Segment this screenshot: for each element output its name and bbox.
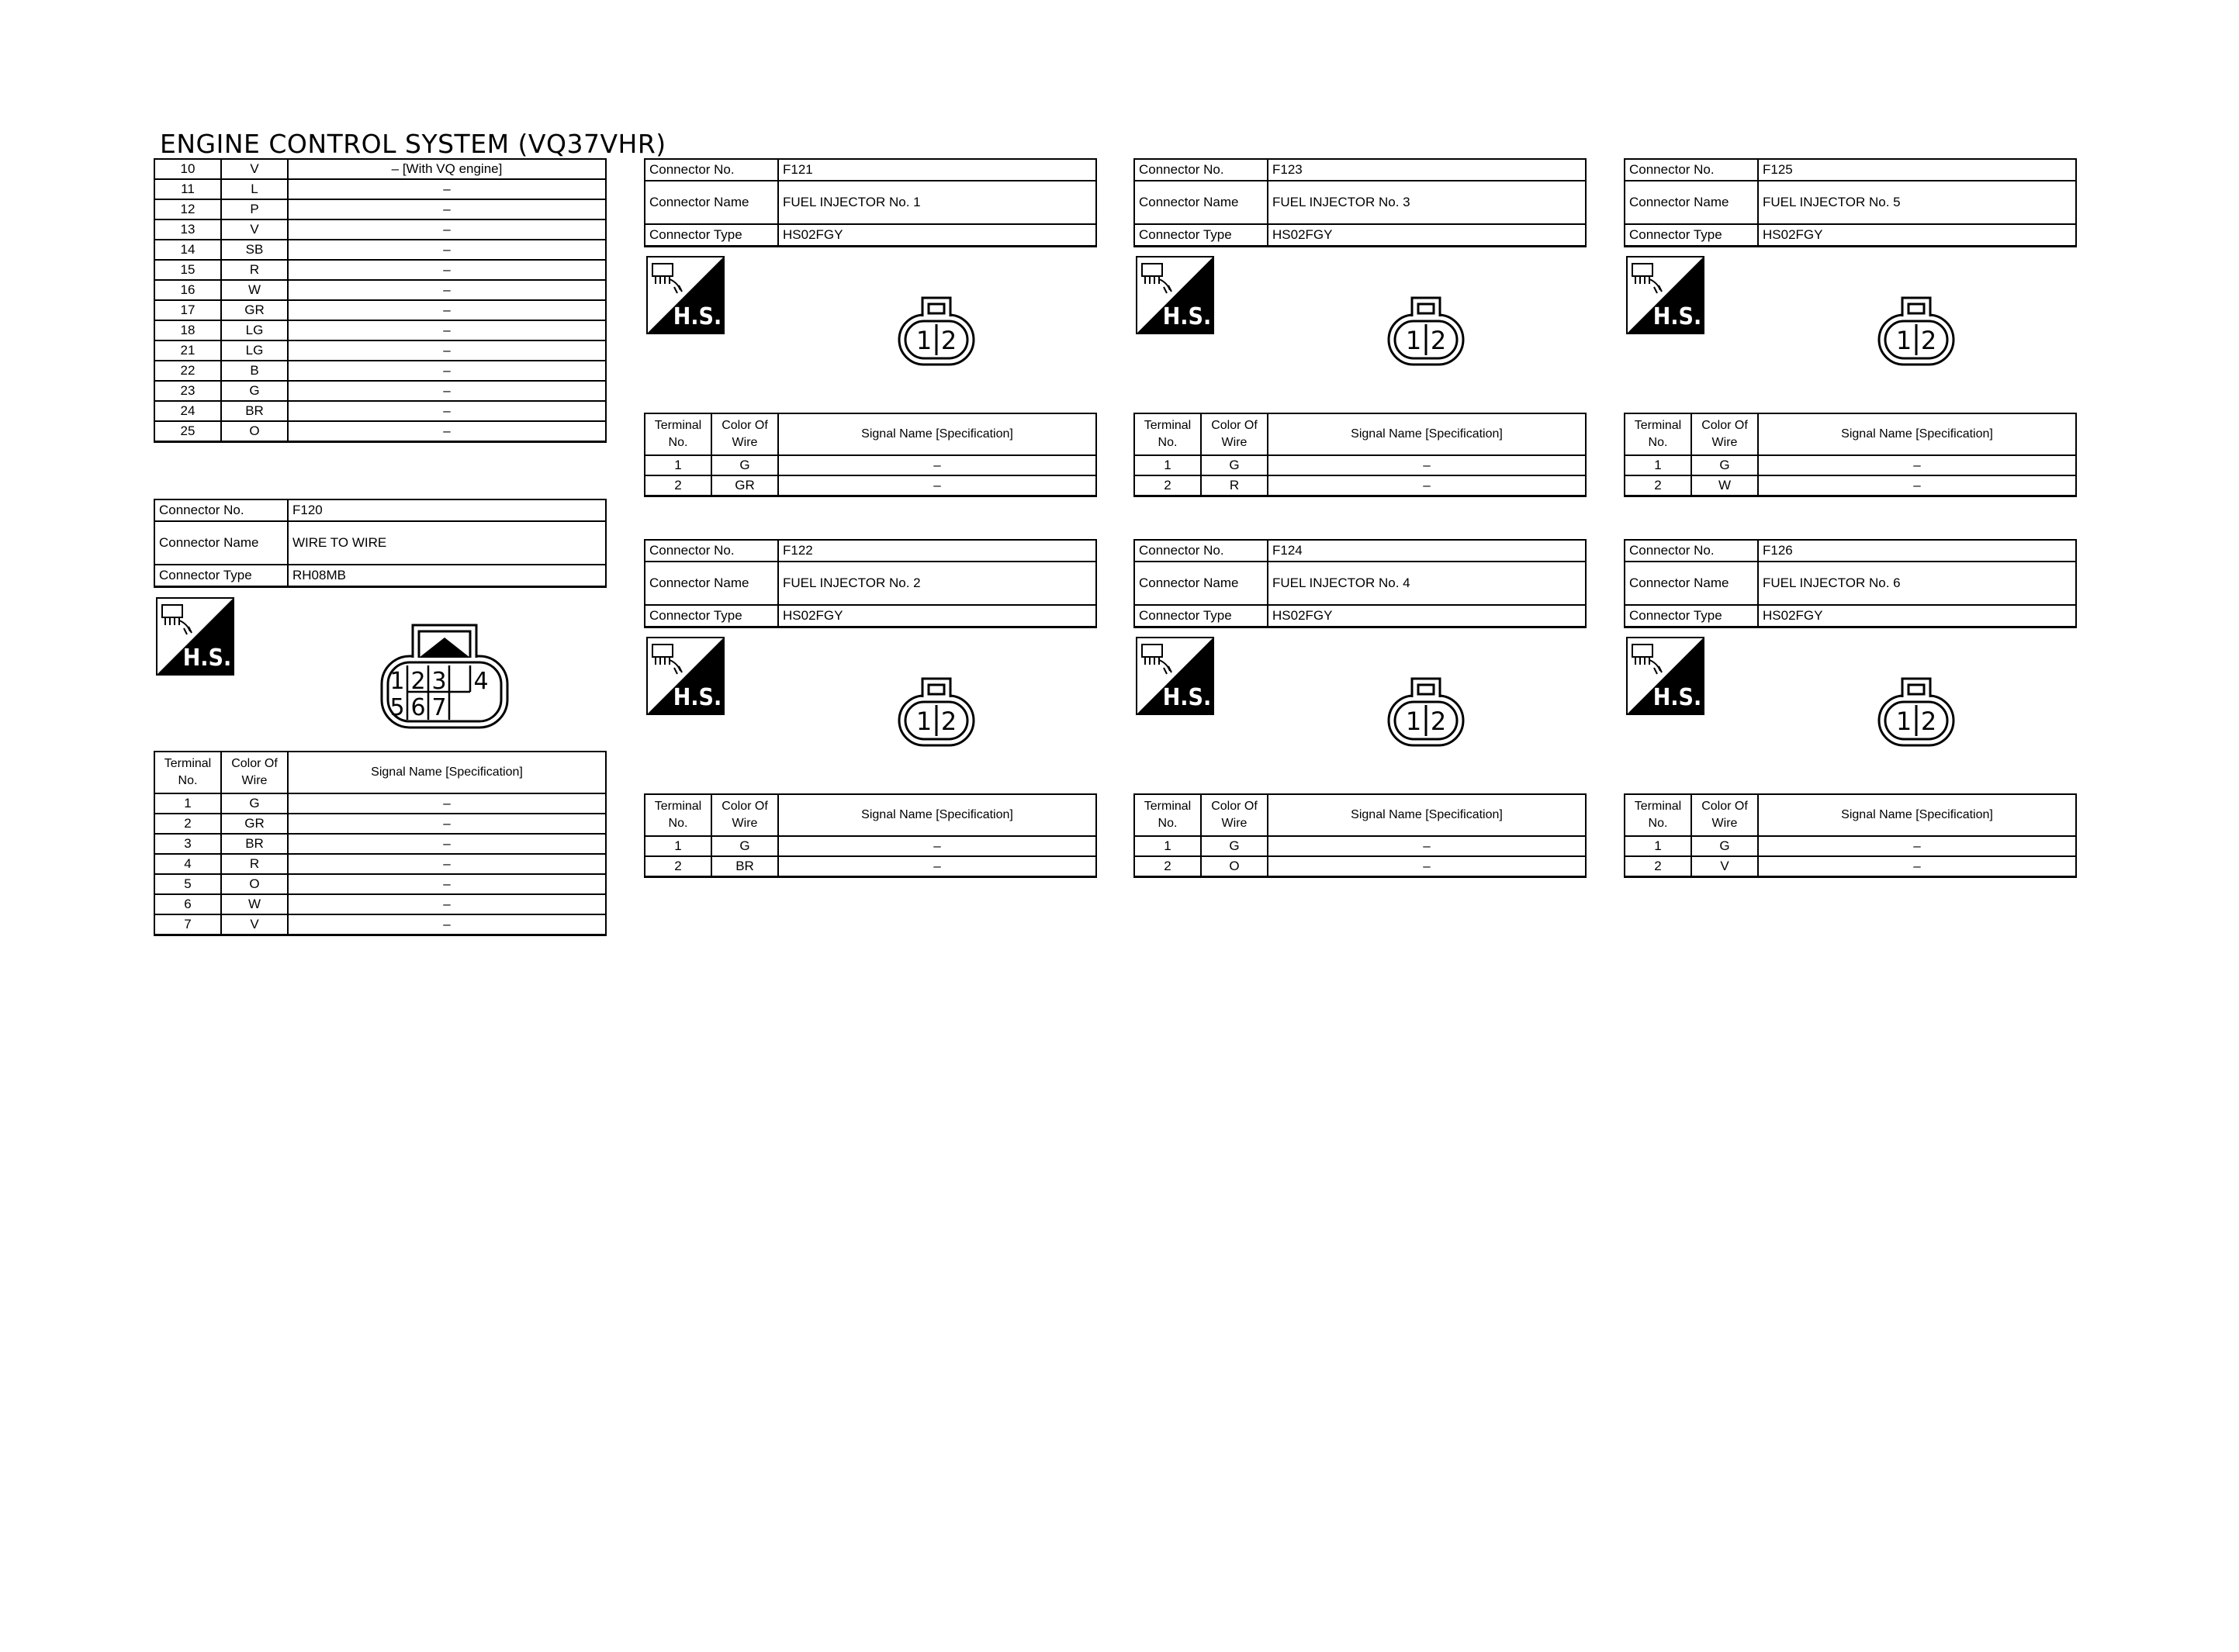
- terminal-no-cell: 2: [645, 856, 711, 877]
- connector-diagram: [1386, 674, 1466, 752]
- wire-color-cell: G: [1201, 836, 1268, 856]
- connector-face-diagram: [896, 674, 977, 748]
- signal-name-header: Signal Name [Specification]: [1268, 413, 1586, 455]
- terminal-table: [1624, 413, 2077, 497]
- terminal-table-header: [154, 752, 606, 793]
- wire-color-cell: G: [221, 793, 288, 814]
- connector-name-label: Connector Name: [154, 521, 288, 565]
- wire-color-cell: B: [221, 361, 288, 381]
- pin-label: 1: [1895, 707, 1912, 736]
- connector-diagram: [379, 622, 510, 734]
- table-row: [154, 240, 606, 260]
- signal-name-cell: –: [1268, 856, 1586, 877]
- terminal-no-cell: 21: [154, 340, 221, 361]
- harness-side-icon: [1136, 637, 1214, 715]
- wire-color-cell: GR: [221, 814, 288, 834]
- harness-side-icon: [646, 637, 725, 715]
- connector-type-label: Connector Type: [1134, 605, 1268, 627]
- table-row: [645, 856, 1096, 877]
- signal-name-cell: –: [778, 836, 1096, 856]
- terminal-no-cell: 12: [154, 199, 221, 219]
- signal-name-cell: –: [288, 834, 606, 854]
- table-row: [154, 361, 606, 381]
- wire-color-cell: BR: [221, 401, 288, 421]
- connector-diagram: [896, 293, 977, 372]
- harness-side-indicator: [1136, 256, 1214, 334]
- signal-name-cell: –: [288, 814, 606, 834]
- terminal-no-cell: 2: [1134, 856, 1201, 877]
- signal-name-cell: –: [1268, 836, 1586, 856]
- hs-badge-text: H.S.: [1652, 684, 1702, 711]
- signal-name-cell: –: [288, 914, 606, 935]
- table-row: [154, 320, 606, 340]
- hs-badge-text: H.S.: [673, 684, 722, 711]
- wire-color-cell: O: [221, 421, 288, 442]
- table-row: [645, 836, 1096, 856]
- pin-label: 1: [1895, 326, 1912, 355]
- connector-type-value: HS02FGY: [778, 224, 1096, 247]
- pin-label: 1: [915, 707, 933, 736]
- wire-color-cell: V: [1691, 856, 1758, 877]
- connector-type-label: Connector Type: [1625, 605, 1758, 627]
- signal-name-cell: –: [1758, 856, 2076, 877]
- connector-type-value: HS02FGY: [778, 605, 1096, 627]
- terminal-no-header: Terminal No.: [154, 752, 221, 793]
- color-of-wire-header: Color Of Wire: [1691, 794, 1758, 836]
- connector-info-table: [154, 499, 607, 588]
- terminal-no-cell: 22: [154, 361, 221, 381]
- connector-type-label: Connector Type: [154, 565, 288, 587]
- wire-color-cell: R: [221, 260, 288, 280]
- signal-name-cell: –: [1268, 475, 1586, 496]
- terminal-no-header: Terminal No.: [1625, 413, 1691, 455]
- table-row: [154, 340, 606, 361]
- table-row: [1134, 455, 1586, 475]
- connector-no-value: F123: [1268, 159, 1586, 181]
- wire-color-cell: SB: [221, 240, 288, 260]
- signal-name-cell: –: [288, 240, 606, 260]
- terminal-no-header: Terminal No.: [645, 794, 711, 836]
- signal-name-cell: –: [288, 401, 606, 421]
- terminal-no-cell: 1: [1134, 836, 1201, 856]
- connector-name-label: Connector Name: [645, 562, 778, 605]
- terminal-no-cell: 23: [154, 381, 221, 401]
- signal-name-cell: –: [288, 219, 606, 240]
- pin-label: 1: [915, 326, 933, 355]
- table-row: [154, 421, 606, 442]
- connector-face-diagram: [896, 293, 977, 368]
- terminal-no-cell: 14: [154, 240, 221, 260]
- signal-name-cell: –: [288, 199, 606, 219]
- connector-no-label: Connector No.: [1625, 159, 1758, 181]
- terminal-table: [644, 413, 1097, 497]
- harness-side-indicator: [156, 597, 234, 676]
- terminal-no-cell: 25: [154, 421, 221, 442]
- wire-color-cell: W: [221, 280, 288, 300]
- connector-diagram: [1876, 293, 1957, 372]
- wire-color-cell: V: [221, 159, 288, 179]
- connector-no-value: F120: [288, 499, 606, 521]
- table-row: [154, 814, 606, 834]
- terminal-no-cell: 7: [154, 914, 221, 935]
- table-row: [1134, 856, 1586, 877]
- table-row: [1134, 836, 1586, 856]
- signal-name-cell: –: [288, 381, 606, 401]
- connector-info-table: [1133, 539, 1587, 628]
- table-row: [1625, 475, 2076, 496]
- wire-color-cell: G: [711, 455, 778, 475]
- connector-type-label: Connector Type: [645, 605, 778, 627]
- page-title: ENGINE CONTROL SYSTEM (VQ37VHR): [160, 129, 666, 159]
- table-row: [1134, 475, 1586, 496]
- connector-diagram: [1876, 674, 1957, 752]
- terminal-table-header: [1625, 794, 2076, 836]
- terminal-no-cell: 16: [154, 280, 221, 300]
- terminal-table: [154, 751, 607, 936]
- hs-badge-text: H.S.: [1162, 684, 1212, 711]
- wire-color-cell: LG: [221, 340, 288, 361]
- connector-name-label: Connector Name: [1625, 562, 1758, 605]
- connector-type-value: HS02FGY: [1758, 224, 2076, 247]
- harness-side-icon: [1626, 256, 1704, 334]
- wire-color-cell: G: [221, 381, 288, 401]
- wire-color-cell: P: [221, 199, 288, 219]
- harness-side-indicator: [1136, 637, 1214, 715]
- connector-no-value: F124: [1268, 540, 1586, 562]
- terminal-no-cell: 18: [154, 320, 221, 340]
- terminal-table: [1133, 413, 1587, 497]
- terminal-no-cell: 1: [154, 793, 221, 814]
- harness-side-indicator: [646, 637, 725, 715]
- table-row: [154, 894, 606, 914]
- table-row: [154, 914, 606, 935]
- signal-name-header: Signal Name [Specification]: [778, 413, 1096, 455]
- signal-name-cell: –: [288, 361, 606, 381]
- color-of-wire-header: Color Of Wire: [221, 752, 288, 793]
- harness-side-icon: [1626, 637, 1704, 715]
- connector-name-value: FUEL INJECTOR No. 3: [1268, 181, 1586, 224]
- wire-color-cell: G: [711, 836, 778, 856]
- connector-no-label: Connector No.: [154, 499, 288, 521]
- connector-type-value: RH08MB: [288, 565, 606, 587]
- connector-name-value: FUEL INJECTOR No. 5: [1758, 181, 2076, 224]
- signal-name-cell: –: [288, 874, 606, 894]
- connector-info-table: [644, 158, 1097, 247]
- signal-name-cell: –: [288, 320, 606, 340]
- connector-no-value: F122: [778, 540, 1096, 562]
- connector-face-diagram: [379, 622, 510, 731]
- connector-type-label: Connector Type: [1625, 224, 1758, 247]
- wire-color-cell: GR: [221, 300, 288, 320]
- table-row: [154, 854, 606, 874]
- table-row: [154, 381, 606, 401]
- connector-no-label: Connector No.: [645, 540, 778, 562]
- signal-name-cell: –: [288, 340, 606, 361]
- wire-color-cell: LG: [221, 320, 288, 340]
- terminal-no-cell: 4: [154, 854, 221, 874]
- pin-label: 7: [431, 694, 447, 721]
- table-row: [154, 179, 606, 199]
- terminal-table-header: [645, 794, 1096, 836]
- terminal-no-cell: 2: [1625, 856, 1691, 877]
- terminal-no-cell: 3: [154, 834, 221, 854]
- connector-info-table: [1624, 539, 2077, 628]
- color-of-wire-header: Color Of Wire: [1201, 794, 1268, 836]
- terminal-no-cell: 13: [154, 219, 221, 240]
- connector-name-value: WIRE TO WIRE: [288, 521, 606, 565]
- connector-face-diagram: [1386, 293, 1466, 368]
- terminal-table: [1624, 793, 2077, 878]
- connector-type-label: Connector Type: [1134, 224, 1268, 247]
- wire-color-cell: G: [1201, 455, 1268, 475]
- connector-diagram: [1386, 293, 1466, 372]
- terminal-table-header: [1134, 413, 1586, 455]
- terminal-table-header: [1134, 794, 1586, 836]
- table-row: [154, 793, 606, 814]
- pin-label: 2: [1430, 326, 1447, 355]
- connector-face-diagram: [1386, 674, 1466, 748]
- wire-color-cell: L: [221, 179, 288, 199]
- table-row: [1625, 856, 2076, 877]
- color-of-wire-header: Color Of Wire: [711, 413, 778, 455]
- wire-color-cell: BR: [711, 856, 778, 877]
- pin-label: 2: [1920, 707, 1937, 736]
- signal-name-cell: –: [778, 455, 1096, 475]
- connector-no-label: Connector No.: [645, 159, 778, 181]
- connector-no-value: F125: [1758, 159, 2076, 181]
- table-row: [645, 475, 1096, 496]
- connector-name-value: FUEL INJECTOR No. 6: [1758, 562, 2076, 605]
- signal-name-header: Signal Name [Specification]: [778, 794, 1096, 836]
- connector-name-label: Connector Name: [645, 181, 778, 224]
- table-row: [154, 280, 606, 300]
- pin-label: 5: [389, 694, 405, 721]
- signal-name-cell: –: [778, 475, 1096, 496]
- terminal-no-cell: 1: [1134, 455, 1201, 475]
- wire-color-cell: R: [221, 854, 288, 874]
- signal-name-cell: –: [1758, 836, 2076, 856]
- hs-badge-text: H.S.: [182, 645, 232, 672]
- signal-name-cell: –: [288, 280, 606, 300]
- color-of-wire-header: Color Of Wire: [1201, 413, 1268, 455]
- harness-side-icon: [1136, 256, 1214, 334]
- wire-color-cell: W: [1691, 475, 1758, 496]
- signal-name-cell: –: [1758, 455, 2076, 475]
- pin-label: 2: [940, 707, 957, 736]
- hs-badge-text: H.S.: [673, 303, 722, 330]
- terminal-no-cell: 1: [1625, 455, 1691, 475]
- signal-name-header: Signal Name [Specification]: [1268, 794, 1586, 836]
- terminal-no-cell: 11: [154, 179, 221, 199]
- terminal-no-cell: 6: [154, 894, 221, 914]
- connector-type-value: HS02FGY: [1758, 605, 2076, 627]
- connector-info-table: [1624, 158, 2077, 247]
- pin-label: 1: [389, 668, 405, 695]
- connector-no-label: Connector No.: [1625, 540, 1758, 562]
- wire-color-cell: G: [1691, 836, 1758, 856]
- table-row: [154, 401, 606, 421]
- terminal-no-cell: 1: [1625, 836, 1691, 856]
- connector-no-value: F121: [778, 159, 1096, 181]
- continued-terminal-table: [154, 158, 607, 443]
- pin-label: 2: [410, 668, 426, 695]
- terminal-no-cell: 2: [154, 814, 221, 834]
- terminal-no-cell: 24: [154, 401, 221, 421]
- terminal-table-header: [645, 413, 1096, 455]
- signal-name-cell: –: [1268, 455, 1586, 475]
- harness-side-indicator: [646, 256, 725, 334]
- signal-name-cell: – [With VQ engine]: [288, 159, 606, 179]
- signal-name-cell: –: [288, 854, 606, 874]
- pin-label: 2: [1920, 326, 1937, 355]
- color-of-wire-header: Color Of Wire: [711, 794, 778, 836]
- pin-label: 6: [410, 694, 426, 721]
- terminal-no-cell: 2: [1625, 475, 1691, 496]
- table-row: [154, 260, 606, 280]
- connector-diagram: [896, 674, 977, 752]
- signal-name-cell: –: [288, 894, 606, 914]
- signal-name-cell: –: [288, 793, 606, 814]
- terminal-no-header: Terminal No.: [1134, 794, 1201, 836]
- wire-color-cell: O: [221, 874, 288, 894]
- harness-side-indicator: [1626, 256, 1704, 334]
- signal-name-header: Signal Name [Specification]: [1758, 794, 2076, 836]
- hs-badge-text: H.S.: [1162, 303, 1212, 330]
- harness-side-indicator: [1626, 637, 1704, 715]
- pin-label: 3: [431, 668, 447, 695]
- connector-type-value: HS02FGY: [1268, 605, 1586, 627]
- terminal-no-cell: 10: [154, 159, 221, 179]
- signal-name-cell: –: [288, 179, 606, 199]
- connector-face-diagram: [1876, 293, 1957, 368]
- signal-name-cell: –: [778, 856, 1096, 877]
- wire-color-cell: BR: [221, 834, 288, 854]
- table-row: [1625, 836, 2076, 856]
- connector-name-value: FUEL INJECTOR No. 4: [1268, 562, 1586, 605]
- connector-info-table: [1133, 158, 1587, 247]
- connector-name-label: Connector Name: [1625, 181, 1758, 224]
- connector-name-value: FUEL INJECTOR No. 1: [778, 181, 1096, 224]
- connector-face-diagram: [1876, 674, 1957, 748]
- connector-info-table: [644, 539, 1097, 628]
- connector-type-value: HS02FGY: [1268, 224, 1586, 247]
- wire-color-cell: V: [221, 219, 288, 240]
- terminal-no-header: Terminal No.: [1134, 413, 1201, 455]
- wire-color-cell: R: [1201, 475, 1268, 496]
- table-row: [154, 219, 606, 240]
- hs-badge-text: H.S.: [1652, 303, 1702, 330]
- pin-label: 1: [1405, 707, 1422, 736]
- signal-name-cell: –: [288, 300, 606, 320]
- connector-no-label: Connector No.: [1134, 540, 1268, 562]
- connector-name-label: Connector Name: [1134, 562, 1268, 605]
- pin-label: 2: [940, 326, 957, 355]
- connector-name-label: Connector Name: [1134, 181, 1268, 224]
- wire-color-cell: O: [1201, 856, 1268, 877]
- connector-name-value: FUEL INJECTOR No. 2: [778, 562, 1096, 605]
- connector-no-label: Connector No.: [1134, 159, 1268, 181]
- connector-type-label: Connector Type: [645, 224, 778, 247]
- table-row: [645, 455, 1096, 475]
- wire-color-cell: GR: [711, 475, 778, 496]
- terminal-no-cell: 1: [645, 836, 711, 856]
- terminal-no-cell: 15: [154, 260, 221, 280]
- signal-name-cell: –: [288, 421, 606, 442]
- harness-side-icon: [646, 256, 725, 334]
- color-of-wire-header: Color Of Wire: [1691, 413, 1758, 455]
- table-row: [154, 300, 606, 320]
- signal-name-cell: –: [1758, 475, 2076, 496]
- terminal-table: [644, 793, 1097, 878]
- terminal-table-header: [1625, 413, 2076, 455]
- table-row: [154, 834, 606, 854]
- terminal-no-cell: 2: [645, 475, 711, 496]
- table-row: [154, 874, 606, 894]
- terminal-no-cell: 2: [1134, 475, 1201, 496]
- connector-no-value: F126: [1758, 540, 2076, 562]
- terminal-no-header: Terminal No.: [645, 413, 711, 455]
- terminal-table: [1133, 793, 1587, 878]
- terminal-no-cell: 17: [154, 300, 221, 320]
- wire-color-cell: V: [221, 914, 288, 935]
- wire-color-cell: G: [1691, 455, 1758, 475]
- signal-name-cell: –: [288, 260, 606, 280]
- pin-label: 1: [1405, 326, 1422, 355]
- pin-label: 4: [473, 668, 489, 695]
- wire-color-cell: W: [221, 894, 288, 914]
- pin-label: 2: [1430, 707, 1447, 736]
- harness-side-icon: [156, 597, 234, 676]
- terminal-no-cell: 5: [154, 874, 221, 894]
- table-row: [1625, 455, 2076, 475]
- signal-name-header: Signal Name [Specification]: [1758, 413, 2076, 455]
- table-row: [154, 199, 606, 219]
- table-row: [154, 159, 606, 179]
- terminal-no-cell: 1: [645, 455, 711, 475]
- signal-name-header: Signal Name [Specification]: [288, 752, 606, 793]
- terminal-no-header: Terminal No.: [1625, 794, 1691, 836]
